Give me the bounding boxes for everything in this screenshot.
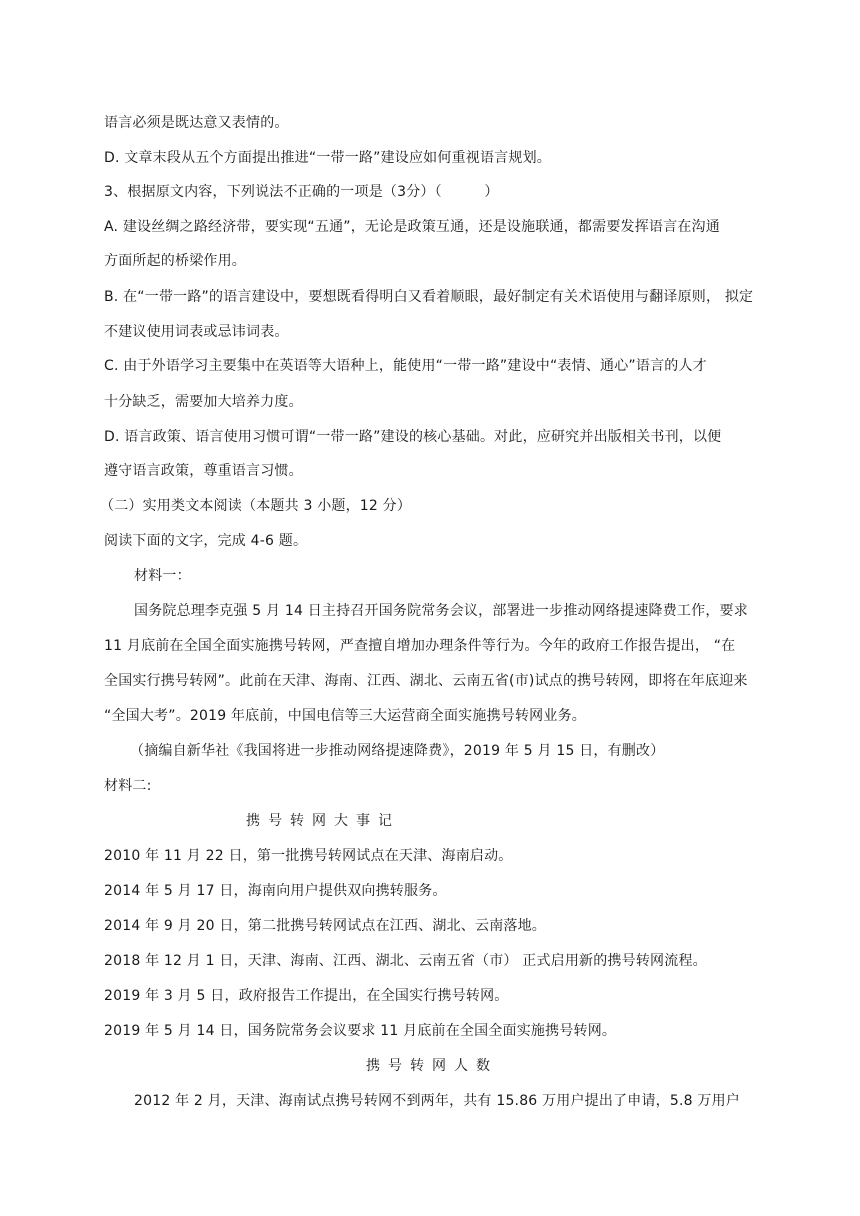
material-one-paragraph-line: 国务院总理李克强 5 月 14 日主持召开国务院常务会议，部署进一步推动网络提速降费工作，要求 <box>134 603 748 619</box>
material-one-paragraph-line: 全国实行携号转网”。此前在天津、海南、江西、湖北、云南五省(市)试点的携号转网，即将在年底迎来 <box>104 673 748 689</box>
material-one-paragraph-line: 11 月底前在全国全面实施携号转网，严查擅自增加办理条件等行为。今年的政府工作报告提出， “在 <box>104 638 736 654</box>
timeline-entry: 2010 年 11 月 22 日，第一批携号转网试点在天津、海南启动。 <box>104 848 513 864</box>
option-a-continuation: 方面所起的桥梁作用。 <box>104 253 246 269</box>
material-one-label: 材料一： <box>134 568 191 584</box>
option-b-continuation: 不建议使用词表或忌讳词表。 <box>104 324 289 340</box>
option-a-line: A. 建设丝绸之路经济带，要实现“五通”，无论是政策互通，还是设施联通，都需要发挥语言在沟通 <box>104 219 720 235</box>
option-c-continuation: 十分缺乏，需要加大培养力度。 <box>104 394 303 410</box>
timeline-entry: 2019 年 5 月 14 日，国务院常务会议要求 11 月底前在全国全面实施携号转网。 <box>104 1023 617 1039</box>
material-two-label: 材料二: <box>104 778 152 794</box>
material-one-paragraph-line: “全国大考”。2019 年底前，中国电信等三大运营商全面实施携号转网业务。 <box>104 708 586 724</box>
option-c-line: C. 由于外语学习主要集中在英语等大语种上，能使用“一带一路”建设中“表情、通心”语言的人才 <box>104 358 707 374</box>
timeline-title: 携号转网大事记 <box>246 813 400 829</box>
section-heading: （二）实用类文本阅读（本题共 3 小题，12 分） <box>100 498 412 514</box>
timeline-entry: 2014 年 5 月 17 日，海南向用户提供双向携转服务。 <box>104 883 447 899</box>
question-3-stem: 3、根据原文内容，下列说法不正确的一项是（3分）（ ） <box>104 184 499 200</box>
timeline-entry: 2019 年 3 月 5 日，政府报告工作提出，在全国实行携号转网。 <box>104 988 509 1004</box>
option-d-line: D. 文章末段从五个方面提出推进“一带一路”建设应如何重视语言规划。 <box>104 150 551 166</box>
timeline-entry: 2014 年 9 月 20 日，第二批携号转网试点在江西、湖北、云南落地。 <box>104 918 546 934</box>
paragraph-line: 语言必须是既达意又表情的。 <box>104 115 289 131</box>
option-d-continuation: 遵守语言政策，尊重语言习惯。 <box>104 463 303 479</box>
source-citation: （摘编自新华社《我国将进一步推动网络提速降费》，2019 年 5 月 15 日，有删改） <box>130 743 665 759</box>
option-d-line: D. 语言政策、语言使用习惯可谓“一带一路”建设的核心基础。对此，应研究并出版相关书刊，以便 <box>104 429 722 445</box>
reading-instruction: 阅读下面的文字，完成 4-6 题。 <box>104 533 308 549</box>
option-b-line: B. 在“一带一路”的语言建设中，要想既看得明白又看着顺眼，最好制定有关术语使用与翻译原则， 拟定 <box>104 289 754 305</box>
timeline-entry: 2018 年 12 月 1 日，天津、海南、江西、湖北、云南五省（市） 正式启用新的携号转网流程。 <box>104 953 707 969</box>
user-count-paragraph-line: 2012 年 2 月，天津、海南试点携号转网不到两年，共有 15.86 万用户提出了申请，5.8 万用户 <box>134 1093 740 1109</box>
user-count-title: 携号转网人数 <box>366 1058 498 1074</box>
